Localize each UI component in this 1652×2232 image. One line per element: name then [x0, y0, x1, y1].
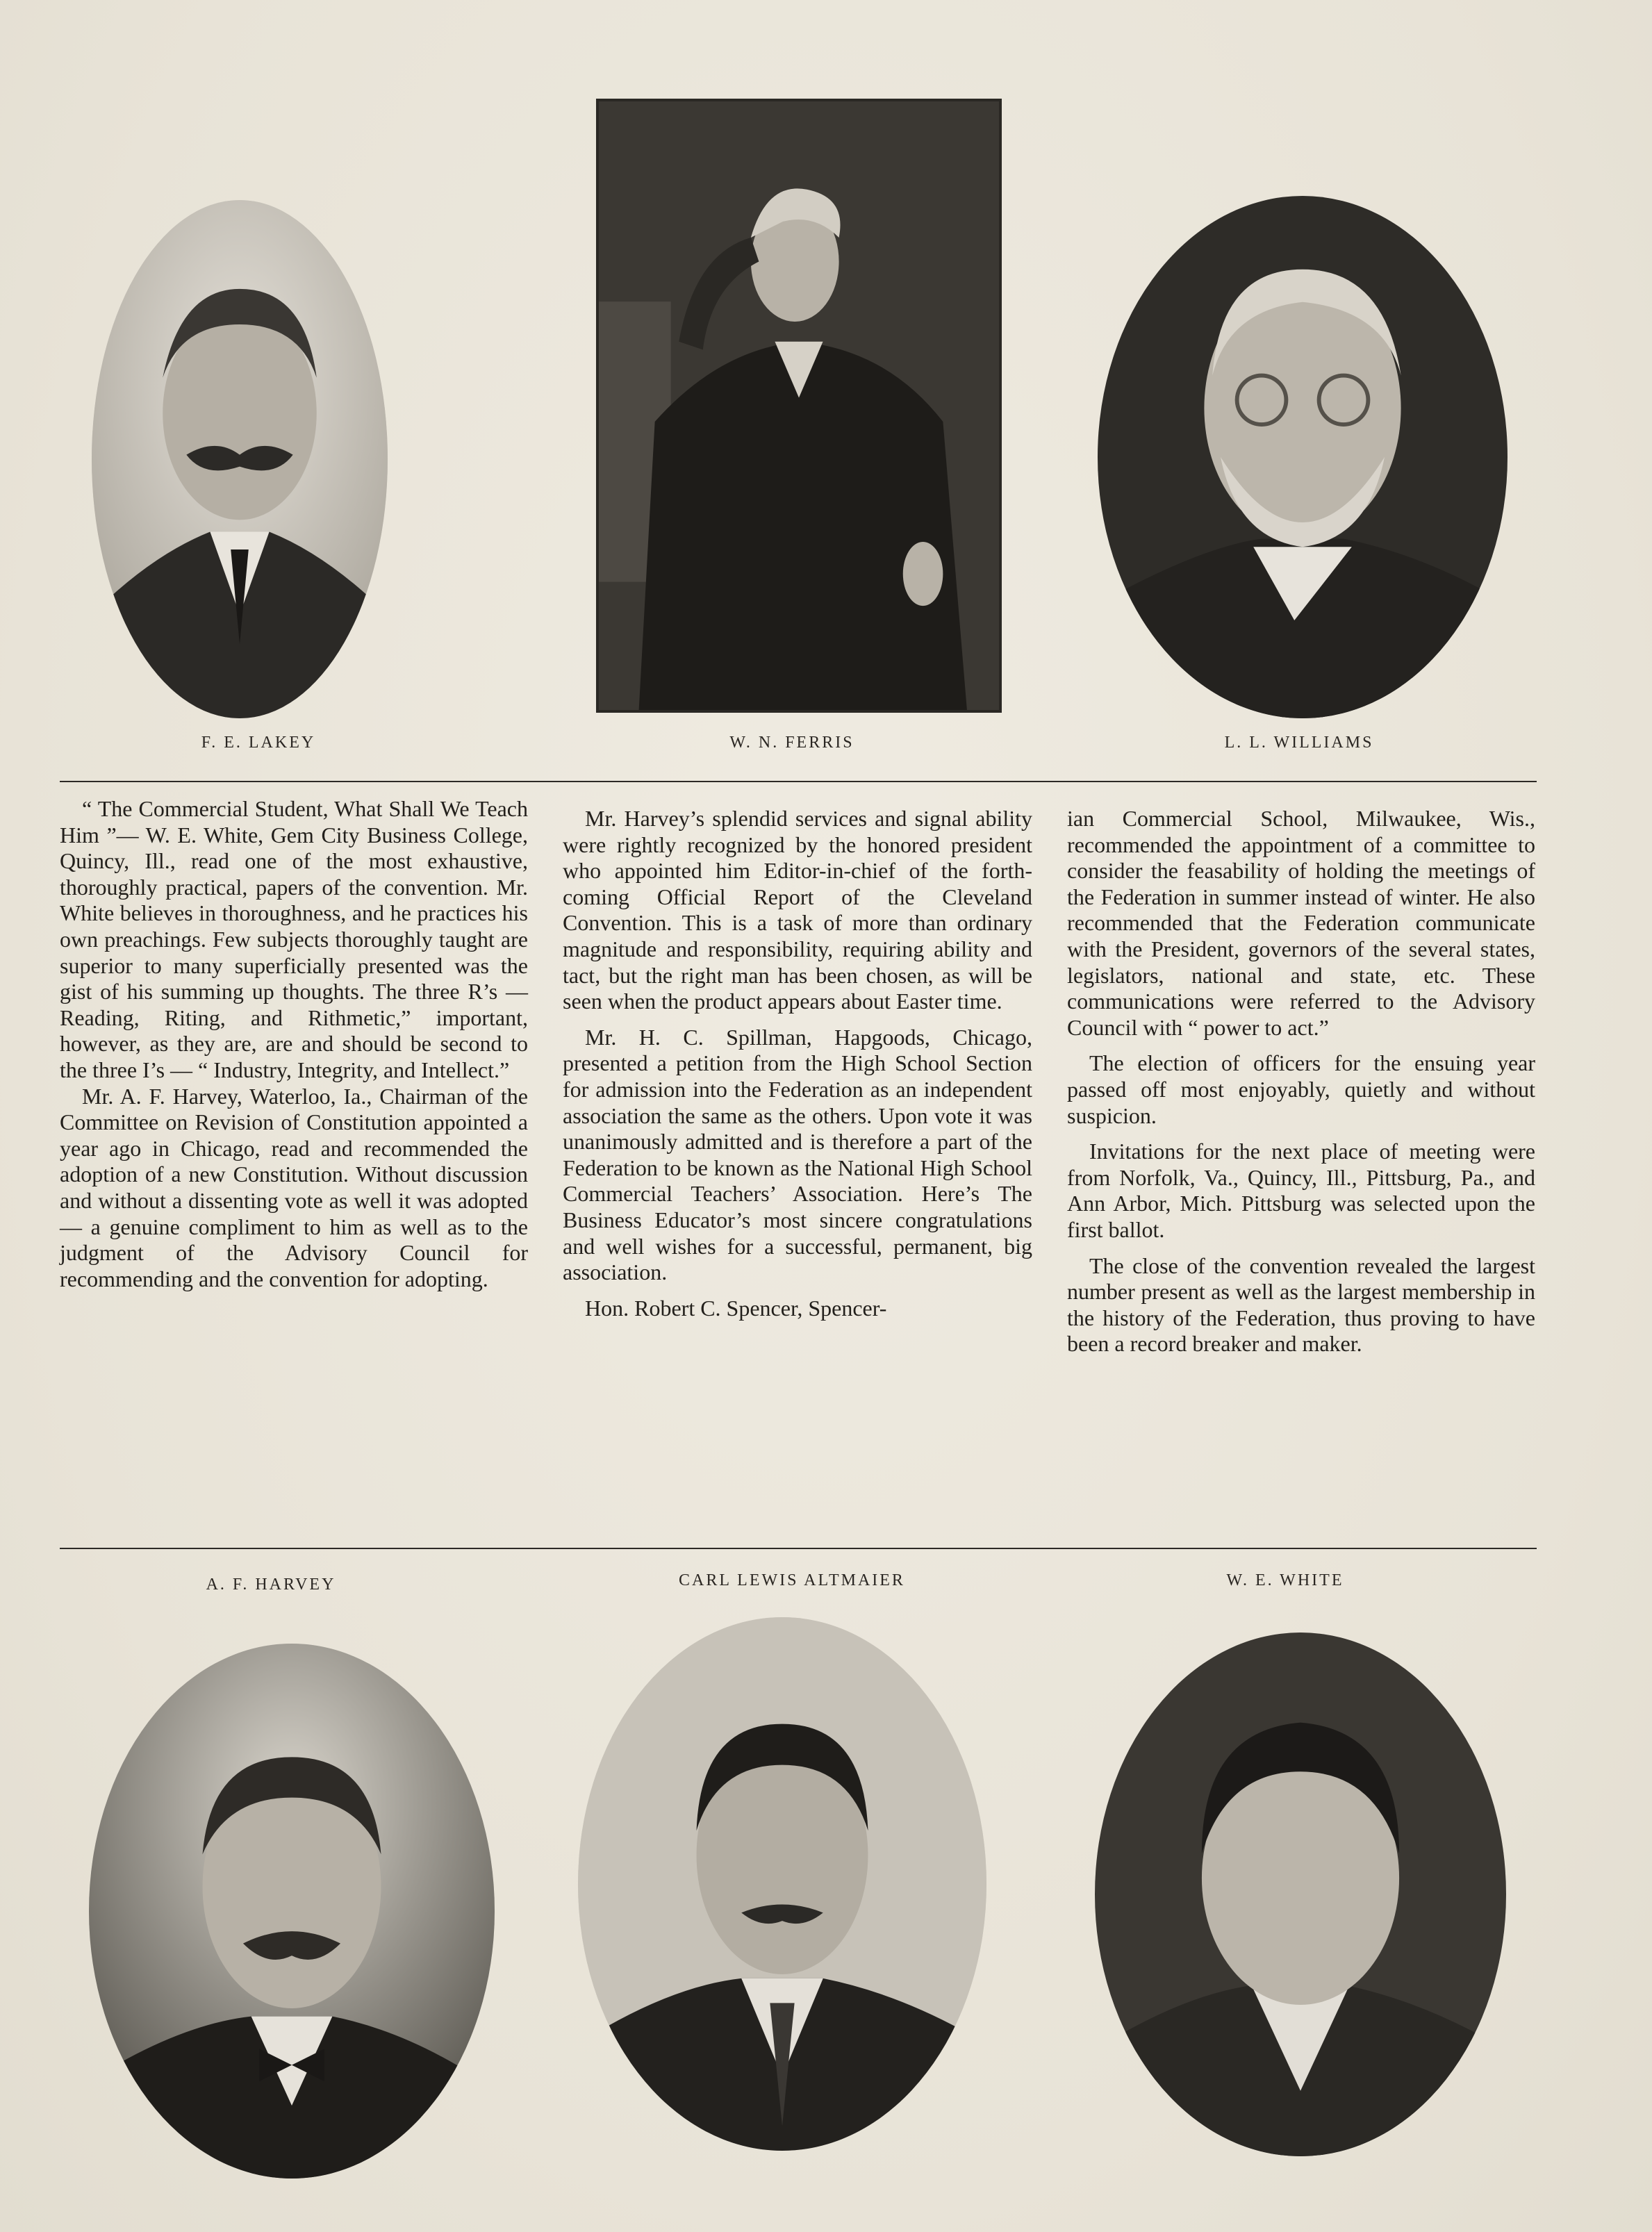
paragraph: ian Commercial School, Milwaukee, Wis., recommended the appointment of a committee to consider the feasability of holding the meetings of the Federation in summer instead of winter. He also recommended that the Federation communicate with the President, governors of the several states, legislators, national and state, etc. These communications were referred to the Advisory Council with “ power to act.” — [1067, 806, 1535, 1040]
portrait-white-photo — [1095, 1632, 1506, 2156]
text-column-left — [60, 796, 528, 1292]
portrait-williams-photo — [1098, 196, 1508, 718]
top-divider-rule — [60, 781, 1537, 782]
paragraph: The close of the convention revealed the largest number present as well as the largest membership in the history of the Federation, thus proving to have been a record breaker and maker. — [1067, 1253, 1535, 1357]
caption-williams: L. L. WILLIAMS — [1224, 734, 1374, 752]
caption-lakey: F. E. LAKEY — [201, 734, 316, 752]
paragraph: The election of officers for the ensuing year passed off most enjoyably, quietly and without suspicion. — [1067, 1050, 1535, 1128]
portrait-altmaier-photo — [578, 1617, 986, 2151]
paragraph: Mr. Harvey’s splendid services and signal ability were rightly recognized by the honored president who appointed him Editor-in-chief of the forth-coming Official Report of the Cleveland Convention. This is a task of more than ordinary magnitude and responsibility, requiring ability and tact, but the right man has been chosen, as will be seen when the product appears about Easter time. — [563, 806, 1032, 1014]
portrait-lakey-photo — [92, 200, 388, 718]
paragraph: Hon. Robert C. Spencer, Spencer- — [585, 1295, 887, 1321]
caption-harvey: A. F. HARVEY — [206, 1576, 336, 1594]
paragraph: Mr. H. C. Spillman, Hapgoods, Chicago, presented a petition from the High School Section for admission into the Federation as an independent association the same as the others. Upon vote it was unanimously admitted and is therefore a part of the Federation to be known as the National High School Commercial Teachers’ Association. Here’s The Business Educator’s most sincere congratulations and well wishes for a successful, permanent, big association. — [563, 1024, 1032, 1285]
portrait-harvey-photo — [89, 1644, 495, 2179]
bottom-divider-rule — [60, 1548, 1537, 1549]
portrait-ferris-photo — [596, 99, 1002, 713]
caption-altmaier: CARL LEWIS ALTMAIER — [679, 1571, 905, 1589]
paragraph: Mr. A. F. Harvey, Waterloo, Ia., Chairman of the Committee on Revision of Constitution appointed a year ago in Chicago, read and recommended the adoption of a new Constitution. Without discussion and without a dissenting vote as well it was adopted — a genuine compliment to him as well as to the judgment of the Advisory Council for recommending and the convention for adopting. — [60, 1083, 528, 1291]
text-column-right — [1067, 806, 1535, 1357]
paragraph: “ The Commercial Student, What Shall We Teach Him ”— W. E. White, Gem City Business College, Quincy, Ill., read one of the most exhaustive, thoroughly practical, papers of the convention. Mr. White believes in thoroughness, and he practices his own preachings. Few subjects thoroughly taught are superior to many superficially presented was the gist of his summing up thoughts. The three R’s — Reading, Riting, and Rithmetic,” important, however, as they are, are and should be second to the three I’s — “ Industry, Integrity, and Intellect.” — [60, 796, 528, 1082]
caption-white: W. E. WHITE — [1226, 1571, 1344, 1589]
paragraph: Invitations for the next place of meeting were from Norfolk, Va., Quincy, Ill., Pittsburg, Pa., and Ann Arbor, Mich. Pittsburg was selected upon the first ballot. — [1067, 1139, 1535, 1242]
text-column-middle — [563, 806, 1032, 1321]
caption-ferris: W. N. FERRIS — [729, 734, 854, 752]
